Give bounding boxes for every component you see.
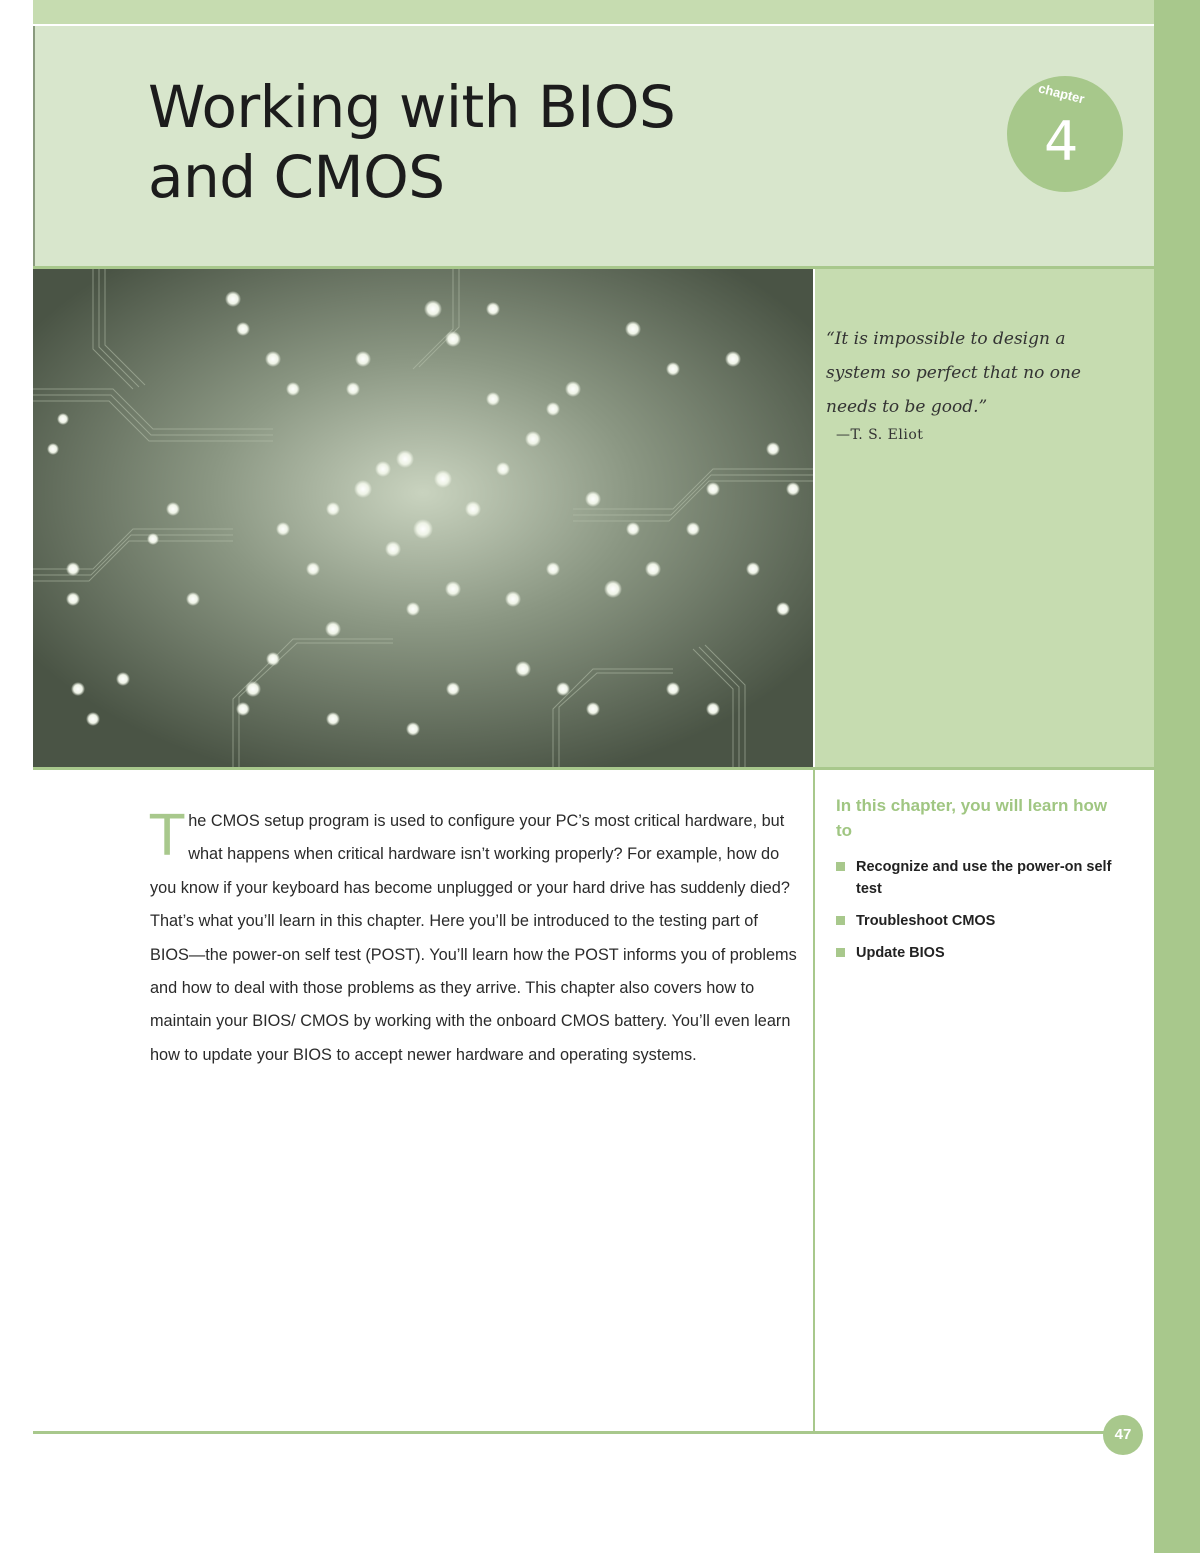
objective-item: [836, 910, 1126, 932]
footer-rule: [33, 1431, 1123, 1434]
chapter-number: 4: [1044, 110, 1079, 173]
objectives-heading: In this chapter, you will learn how to: [836, 796, 1108, 840]
page-number: 47: [1103, 1415, 1143, 1455]
intro-paragraph: [150, 805, 798, 1072]
top-band: [33, 0, 1154, 24]
objective-item: [836, 942, 1126, 964]
bullet-square-icon: [836, 916, 845, 925]
column-divider: [813, 769, 815, 1431]
drop-cap: T: [150, 804, 185, 869]
circuit-board-photo: [33, 269, 813, 767]
epigraph-author: —T. S. Eliot: [836, 427, 924, 443]
right-margin-bar: [1154, 0, 1200, 1553]
bullet-square-icon: [836, 862, 845, 871]
objective-text: Update BIOS: [856, 945, 945, 961]
chapter-title: [148, 72, 675, 212]
bullet-square-icon: [836, 948, 845, 957]
chapter-label: chapter: [1036, 80, 1087, 107]
objective-text: Recognize and use the power-on self test: [856, 859, 1112, 897]
photo-divider: [33, 767, 1154, 770]
circuit-board-image: [33, 269, 813, 767]
epigraph-quote: “It is impossible to design a system so perfect that no one needs to be good.”: [826, 329, 1081, 417]
objectives-list: [836, 856, 1126, 974]
intro-text: he CMOS setup program is used to configure your PC’s most critical hardware, but what happens when critical hardware isn’t working properly? For example, how do you know if your keyboard has become unplugged or your hard drive has suddenly died? That’s what you’ll learn in this chapter. Here you’ll be introduced to the testing part of BIOS—the power-on self test (POST). You’ll learn how the POST informs you of problems and how to deal with those problems as they arrive. This chapter also covers how to maintain your BIOS/ CMOS by working with the onboard CMOS battery. You’ll even learn how to update your BIOS to accept newer hardware and operating systems.: [150, 812, 797, 1064]
objective-text: Troubleshoot CMOS: [856, 913, 996, 929]
title-line-1: Working with BIOS: [148, 73, 676, 141]
objective-item: [836, 856, 1126, 900]
title-line-2: and CMOS: [148, 143, 445, 211]
